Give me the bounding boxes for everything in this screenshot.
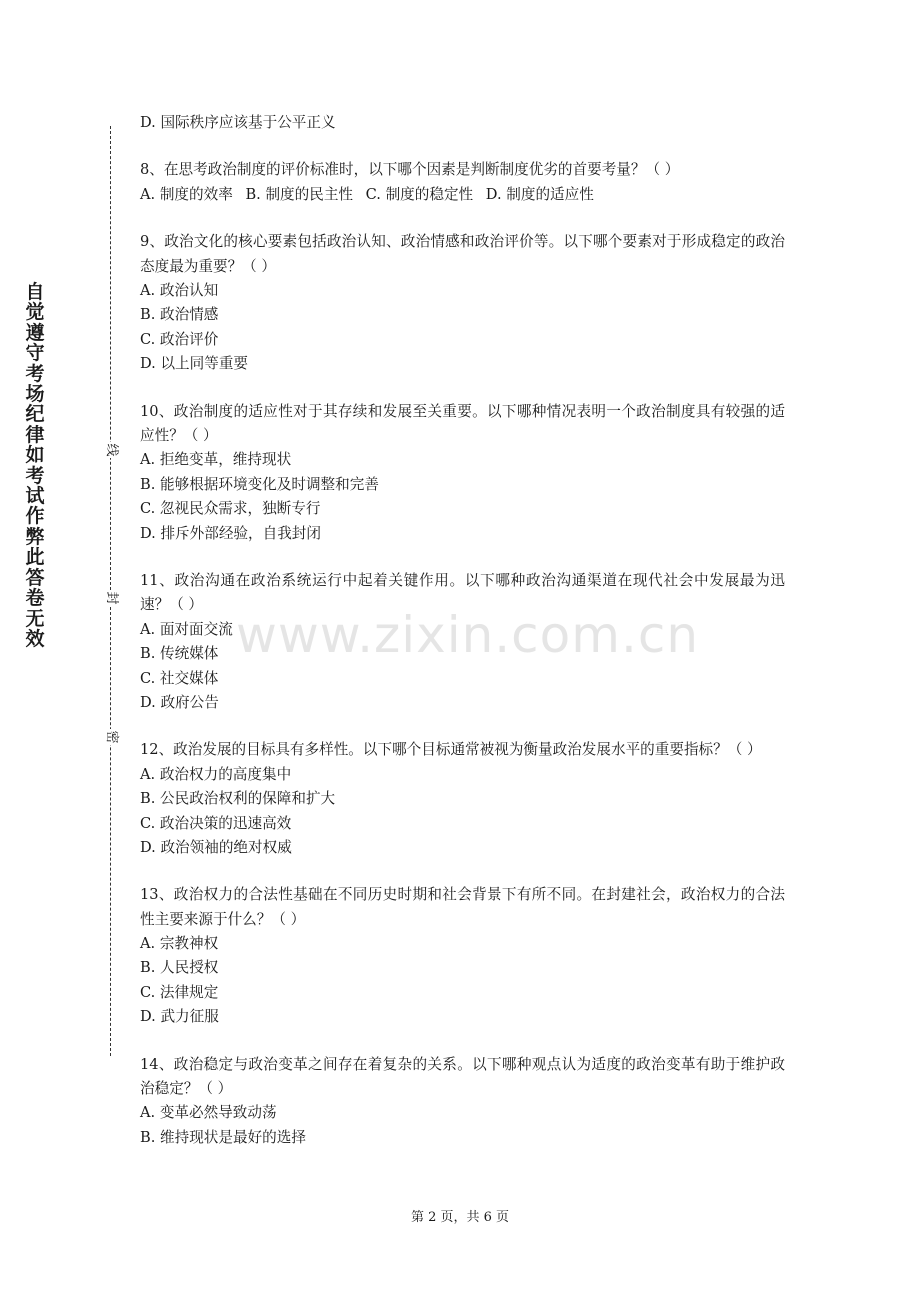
q13-stem: 13、政治权力的合法性基础在不同历史时期和社会背景下有所不同。在封建社会，政治权力的合法性主要来源于什么？（ ）	[140, 886, 785, 928]
q11-option-c: C. 社交媒体	[140, 669, 219, 687]
watermark: www.zixin.com.cn	[236, 606, 700, 664]
q13-option-c: C. 法律规定	[140, 983, 219, 1001]
q14-option-b: B. 维持现状是最好的选择	[140, 1128, 306, 1146]
q10-option-b: B. 能够根据环境变化及时调整和完善	[140, 475, 379, 493]
question-11	[140, 569, 785, 715]
warning-char: 答	[25, 566, 45, 589]
seal-char-secret: 密	[101, 729, 121, 745]
warning-char: 场	[25, 383, 45, 406]
warning-char: 律	[25, 423, 45, 446]
q12-option-a: A. 政治权力的高度集中	[140, 765, 292, 783]
warning-char: 遵	[25, 321, 45, 344]
warning-char: 作	[25, 505, 45, 528]
q7-option-d: D. 国际秩序应该基于公平正义	[140, 114, 336, 131]
q11-option-d: D. 政府公告	[140, 693, 219, 711]
q10-option-d: D. 排斥外部经验，自我封闭	[140, 524, 321, 542]
q11-option-a: A. 面对面交流	[140, 620, 233, 638]
warning-char: 卷	[25, 587, 45, 610]
q13-option-a: A. 宗教神权	[140, 935, 219, 953]
warning-char: 觉	[25, 301, 45, 324]
warning-char: 效	[25, 627, 45, 650]
warning-char: 考	[25, 464, 45, 487]
q10-stem: 10、政治制度的适应性对于其存续和发展至关重要。以下哪种情况表明一个政治制度具有较强的适应性？（ ）	[140, 402, 785, 444]
seal-char-line: 线	[101, 442, 121, 458]
q14-stem: 14、政治稳定与政治变革之间存在着复杂的关系。以下哪种观点认为适度的政治变革有助于维护政治稳定？（ ）	[140, 1055, 785, 1098]
warning-char: 无	[25, 607, 45, 630]
q12-option-b: B. 公民政治权利的保障和扩大	[140, 790, 336, 808]
question-14	[140, 1053, 785, 1151]
q9-option-a: A. 政治认知	[140, 282, 219, 299]
question-list	[140, 111, 785, 1150]
warning-char: 自	[25, 281, 45, 303]
warning-char: 守	[25, 342, 45, 365]
q8-option-c: C. 制度的稳定性	[365, 185, 474, 203]
q9-stem: 9、政治文化的核心要素包括政治认知、政治情感和政治评价等。以下哪个要素对于形成稳定的政治态度最为重要？（ ）	[140, 233, 785, 275]
q12-option-d: D. 政治领袖的绝对权威	[140, 838, 292, 856]
q8-option-a: A. 制度的效率	[140, 185, 233, 203]
q11-stem: 11、政治沟通在政治系统运行中起着关键作用。以下哪种政治沟通渠道在现代社会中发展最为迅速？（ ）	[140, 571, 785, 614]
warning-char: 此	[25, 546, 45, 569]
seal-char-seal: 封	[101, 590, 121, 606]
question-10	[140, 400, 785, 546]
q8-option-d: D. 制度的适应性	[485, 185, 594, 203]
warning-char: 试	[25, 485, 45, 508]
question-8	[140, 158, 785, 207]
question-9	[140, 230, 785, 376]
q8-option-b: B. 制度的民主性	[245, 185, 354, 203]
q10-option-c: C. 忽视民众需求，独断专行	[140, 500, 321, 518]
q9-option-b: B. 政治情感	[140, 306, 219, 324]
q12-option-c: C. 政治决策的迅速高效	[140, 814, 292, 832]
warning-char: 纪	[25, 403, 45, 426]
warning-char: 考	[25, 362, 45, 385]
q9-option-d: D. 以上同等重要	[140, 355, 249, 373]
page-footer: 第 2 页，共 6 页	[410, 1210, 510, 1225]
warning-char: 弊	[25, 525, 45, 548]
question-12	[140, 738, 785, 860]
warning-char: 如	[25, 444, 45, 467]
q9-option-c: C. 政治评价	[140, 330, 219, 348]
q8-options	[140, 183, 785, 207]
exam-discipline-warning	[24, 282, 46, 649]
q13-option-b: B. 人民授权	[140, 959, 219, 977]
q8-stem: 8、在思考政治制度的评价标准时，以下哪个因素是判断制度优劣的首要考量？（ ）	[140, 161, 680, 179]
q12-stem: 12、政治发展的目标具有多样性。以下哪个目标通常被视为衡量政治发展水平的重要指标？（ ）	[140, 741, 762, 759]
q11-option-b: B. 传统媒体	[140, 645, 219, 663]
q14-option-a: A. 变革必然导致动荡	[140, 1104, 277, 1122]
q13-option-d: D. 武力征服	[140, 1008, 219, 1026]
q10-option-a: A. 拒绝变革，维持现状	[140, 451, 292, 469]
question-13	[140, 883, 785, 1029]
